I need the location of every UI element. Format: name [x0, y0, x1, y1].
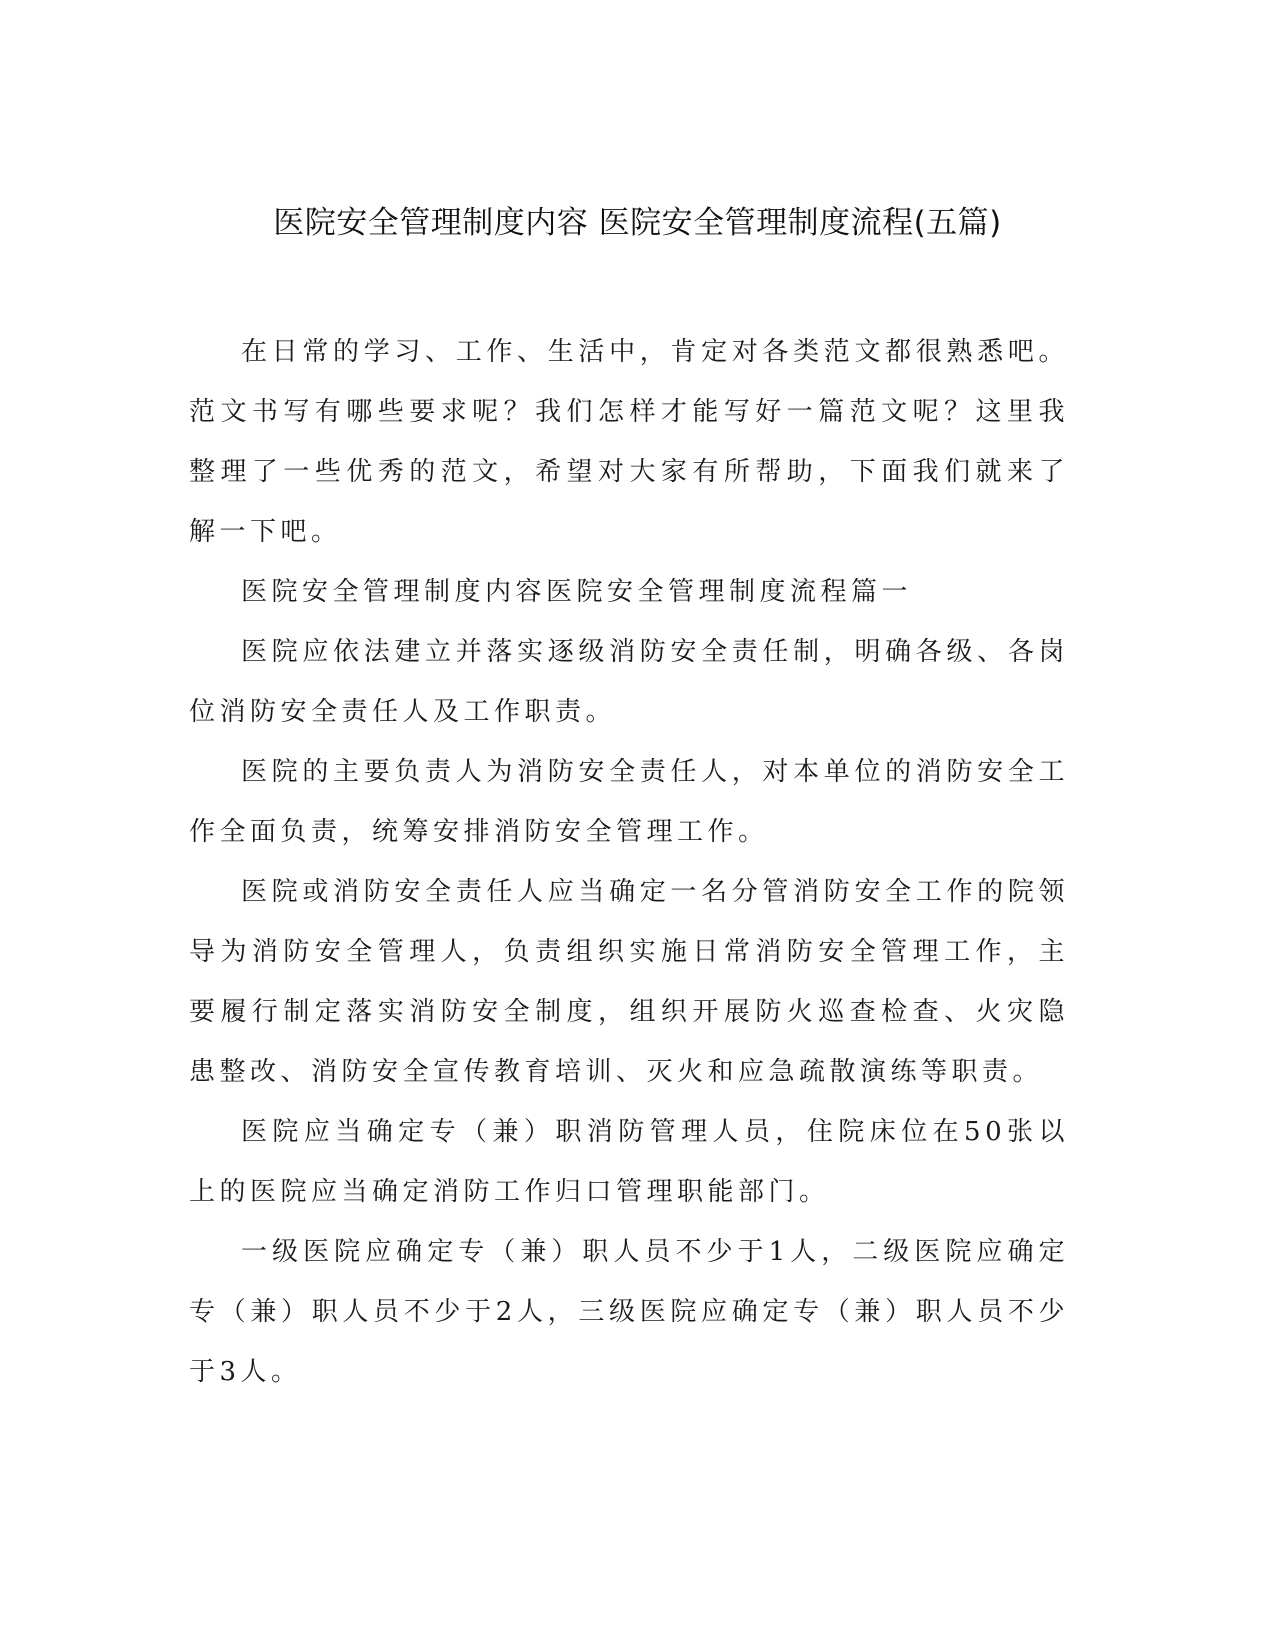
- document-title: 医院安全管理制度内容 医院安全管理制度流程(五篇): [273, 205, 1002, 241]
- paragraph: 医院或消防安全责任人应当确定一名分管消防安全工作的院领导为消防安全管理人，负责组织实施日常消防安全管理工作，主要履行制定落实消防安全制度，组织开展防火巡查检查、火灾隐患整改、消防安全宣传教育培训、灭火和应急疏散演练等职责。: [189, 877, 1069, 1087]
- paragraph-intro: 在日常的学习、工作、生活中，肯定对各类范文都很熟悉吧。范文书写有哪些要求呢？我们怎样才能写好一篇范文呢？这里我整理了一些优秀的范文，希望对大家有所帮助，下面我们就来了解一下吧。: [189, 337, 1069, 547]
- paragraph: 医院应依法建立并落实逐级消防安全责任制，明确各级、各岗位消防安全责任人及工作职责。: [189, 637, 1069, 727]
- paragraph: 医院应当确定专（兼）职消防管理人员，住院床位在50张以上的医院应当确定消防工作归口管理职能部门。: [189, 1117, 1069, 1207]
- paragraph: 一级医院应确定专（兼）职人员不少于1人，二级医院应确定专（兼）职人员不少于2人，三级医院应确定专（兼）职人员不少于3人。: [189, 1237, 1069, 1387]
- paragraph: 医院的主要负责人为消防安全责任人，对本单位的消防安全工作全面负责，统筹安排消防安全管理工作。: [189, 757, 1069, 847]
- section-heading: 医院安全管理制度内容医院安全管理制度流程篇一: [241, 577, 913, 607]
- document-body: [189, 322, 1069, 1402]
